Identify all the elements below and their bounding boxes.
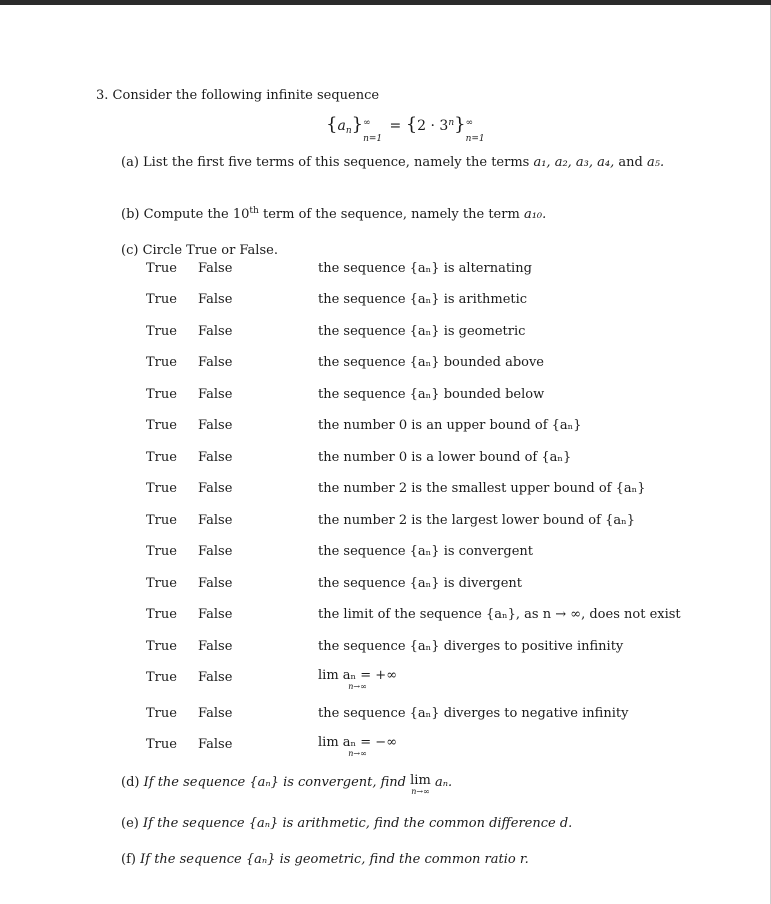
part-d-seq: {aₙ} <box>249 775 279 790</box>
part-d-lim-under: n→∞ <box>411 787 430 796</box>
tf-row-9 <box>146 513 232 528</box>
tf-row-1 <box>146 261 232 276</box>
tf-row-13 <box>146 639 232 654</box>
true-option[interactable]: True <box>146 481 177 496</box>
false-option[interactable]: False <box>198 418 233 433</box>
statement-9: the number 2 is the largest lower bound of {aₙ} <box>318 513 635 528</box>
true-option[interactable]: True <box>146 387 177 402</box>
part-e <box>121 816 572 831</box>
statement-8: the number 2 is the smallest upper bound of {aₙ} <box>318 481 646 496</box>
false-option[interactable]: False <box>198 607 233 622</box>
tf-row-4 <box>146 355 232 370</box>
true-option[interactable]: True <box>146 706 177 721</box>
statement-3: the sequence {aₙ} is geometric <box>318 324 526 339</box>
statement-11: the sequence {aₙ} is divergent <box>318 576 523 591</box>
part-b-text-post: term of the sequence, namely the term <box>262 207 520 222</box>
tf-row-10 <box>146 544 232 559</box>
true-option[interactable]: True <box>146 324 177 339</box>
true-option[interactable]: True <box>146 450 177 465</box>
part-a-and: and <box>618 155 643 170</box>
statement-12: the limit of the sequence {aₙ}, as n → ∞, does not exist <box>318 607 681 622</box>
statement-16-text: lim aₙ = −∞ <box>318 735 398 750</box>
false-option[interactable]: False <box>198 513 233 528</box>
formula-eq: = <box>389 118 402 134</box>
problem-number: 3. <box>96 88 109 103</box>
statement-2: the sequence {aₙ} is arithmetic <box>318 292 528 307</box>
false-option[interactable]: False <box>198 324 233 339</box>
statement-10: the sequence {aₙ} is convergent <box>318 544 534 559</box>
tf-row-3 <box>146 324 232 339</box>
part-b-text-pre: Compute the 10 <box>143 207 250 222</box>
part-d-label: (d) <box>121 775 140 790</box>
part-c <box>121 243 278 258</box>
problem-header <box>96 88 379 103</box>
true-option[interactable]: True <box>146 607 177 622</box>
false-option[interactable]: False <box>198 706 233 721</box>
part-a <box>121 155 664 170</box>
part-d-lim: lim <box>410 773 431 788</box>
formula-rhs-exp: n <box>448 118 455 128</box>
false-option[interactable]: False <box>198 481 233 496</box>
tf-row-12 <box>146 607 232 622</box>
statement-5: the sequence {aₙ} bounded below <box>318 387 545 402</box>
formula-rhs-sup: ∞ <box>465 118 474 128</box>
part-f-var: r. <box>519 852 529 867</box>
formula-rhs-idx: n=1 <box>465 134 485 144</box>
sequence-formula: $\{a_n\}$ ∞ n=1 = $\{2 \cdot 3^n\}$ ∞ n=1 <box>326 114 485 144</box>
true-option[interactable]: True <box>146 639 177 654</box>
formula-rhs-coef: 2 · 3 <box>417 118 449 134</box>
tf-row-14 <box>146 670 232 685</box>
false-option[interactable]: False <box>198 355 233 370</box>
statement-16-under: n→∞ <box>348 749 367 758</box>
tf-row-15 <box>146 706 232 721</box>
part-f-text-pre: If the sequence <box>140 852 242 867</box>
statement-14 <box>318 670 397 691</box>
false-option[interactable]: False <box>198 450 233 465</box>
part-a-last-term: a₅. <box>646 155 665 170</box>
part-e-seq: {aₙ} <box>248 816 279 831</box>
statement-7: the number 0 is a lower bound of {aₙ} <box>318 450 572 465</box>
true-option[interactable]: True <box>146 418 177 433</box>
false-option[interactable]: False <box>198 670 233 685</box>
part-b-text-sup: th <box>249 206 259 216</box>
statement-16 <box>318 737 397 758</box>
false-option[interactable]: False <box>198 292 233 307</box>
false-option[interactable]: False <box>198 737 233 752</box>
formula-lhs-sub: n <box>345 126 352 136</box>
part-c-label: (c) <box>121 243 139 258</box>
formula-lhs-var: a <box>337 118 346 134</box>
true-option[interactable]: True <box>146 737 177 752</box>
formula-lhs-idx: n=1 <box>363 134 383 144</box>
tf-row-7 <box>146 450 232 465</box>
tf-row-16 <box>146 737 232 752</box>
part-c-text: Circle True or False. <box>142 243 278 258</box>
tf-row-11 <box>146 576 232 591</box>
part-e-text-post: is arithmetic, find the common difference <box>282 816 556 831</box>
false-option[interactable]: False <box>198 544 233 559</box>
true-option[interactable]: True <box>146 261 177 276</box>
true-option[interactable]: True <box>146 670 177 685</box>
true-option[interactable]: True <box>146 576 177 591</box>
false-option[interactable]: False <box>198 639 233 654</box>
true-option[interactable]: True <box>146 355 177 370</box>
part-f-seq: {aₙ} <box>245 852 276 867</box>
statement-1: the sequence {aₙ} is alternating <box>318 261 532 276</box>
part-a-text: List the first five terms of this sequence, namely the terms <box>143 155 530 170</box>
statement-14-under: n→∞ <box>348 682 367 691</box>
tf-row-6 <box>146 418 232 433</box>
part-f-label: (f) <box>121 852 136 867</box>
part-b <box>121 206 546 222</box>
part-b-label: (b) <box>121 207 140 222</box>
tf-row-2 <box>146 292 232 307</box>
part-d-term: aₙ. <box>434 775 453 790</box>
statement-4: the sequence {aₙ} bounded above <box>318 355 545 370</box>
part-f <box>121 852 529 867</box>
statement-6: the number 0 is an upper bound of {aₙ} <box>318 418 582 433</box>
formula-lhs-sup: ∞ <box>363 118 371 128</box>
true-option[interactable]: True <box>146 544 177 559</box>
true-option[interactable]: True <box>146 513 177 528</box>
part-b-term: a₁₀. <box>523 207 547 222</box>
true-option[interactable]: True <box>146 292 177 307</box>
false-option[interactable]: False <box>198 576 233 591</box>
part-a-label: (a) <box>121 155 139 170</box>
part-f-text-post: is geometric, find the common ratio <box>279 852 516 867</box>
tf-row-8 <box>146 481 232 496</box>
part-d-text-mid: is convergent, find <box>283 775 406 790</box>
part-e-var: d. <box>559 816 573 831</box>
false-option[interactable]: False <box>198 261 233 276</box>
part-a-terms: a₁, a₂, a₃, a₄, <box>533 155 615 170</box>
false-option[interactable]: False <box>198 387 233 402</box>
statement-14-text: lim aₙ = +∞ <box>318 668 398 683</box>
part-d-text-pre: If the sequence <box>143 775 246 790</box>
tf-row-5 <box>146 387 232 402</box>
part-e-label: (e) <box>121 816 139 831</box>
statement-15: the sequence {aₙ} diverges to negative infinity <box>318 706 629 721</box>
statement-13: the sequence {aₙ} diverges to positive infinity <box>318 639 624 654</box>
problem-intro: Consider the following infinite sequence <box>112 88 380 103</box>
part-e-text-pre: If the sequence <box>142 816 245 831</box>
part-d <box>121 775 452 796</box>
